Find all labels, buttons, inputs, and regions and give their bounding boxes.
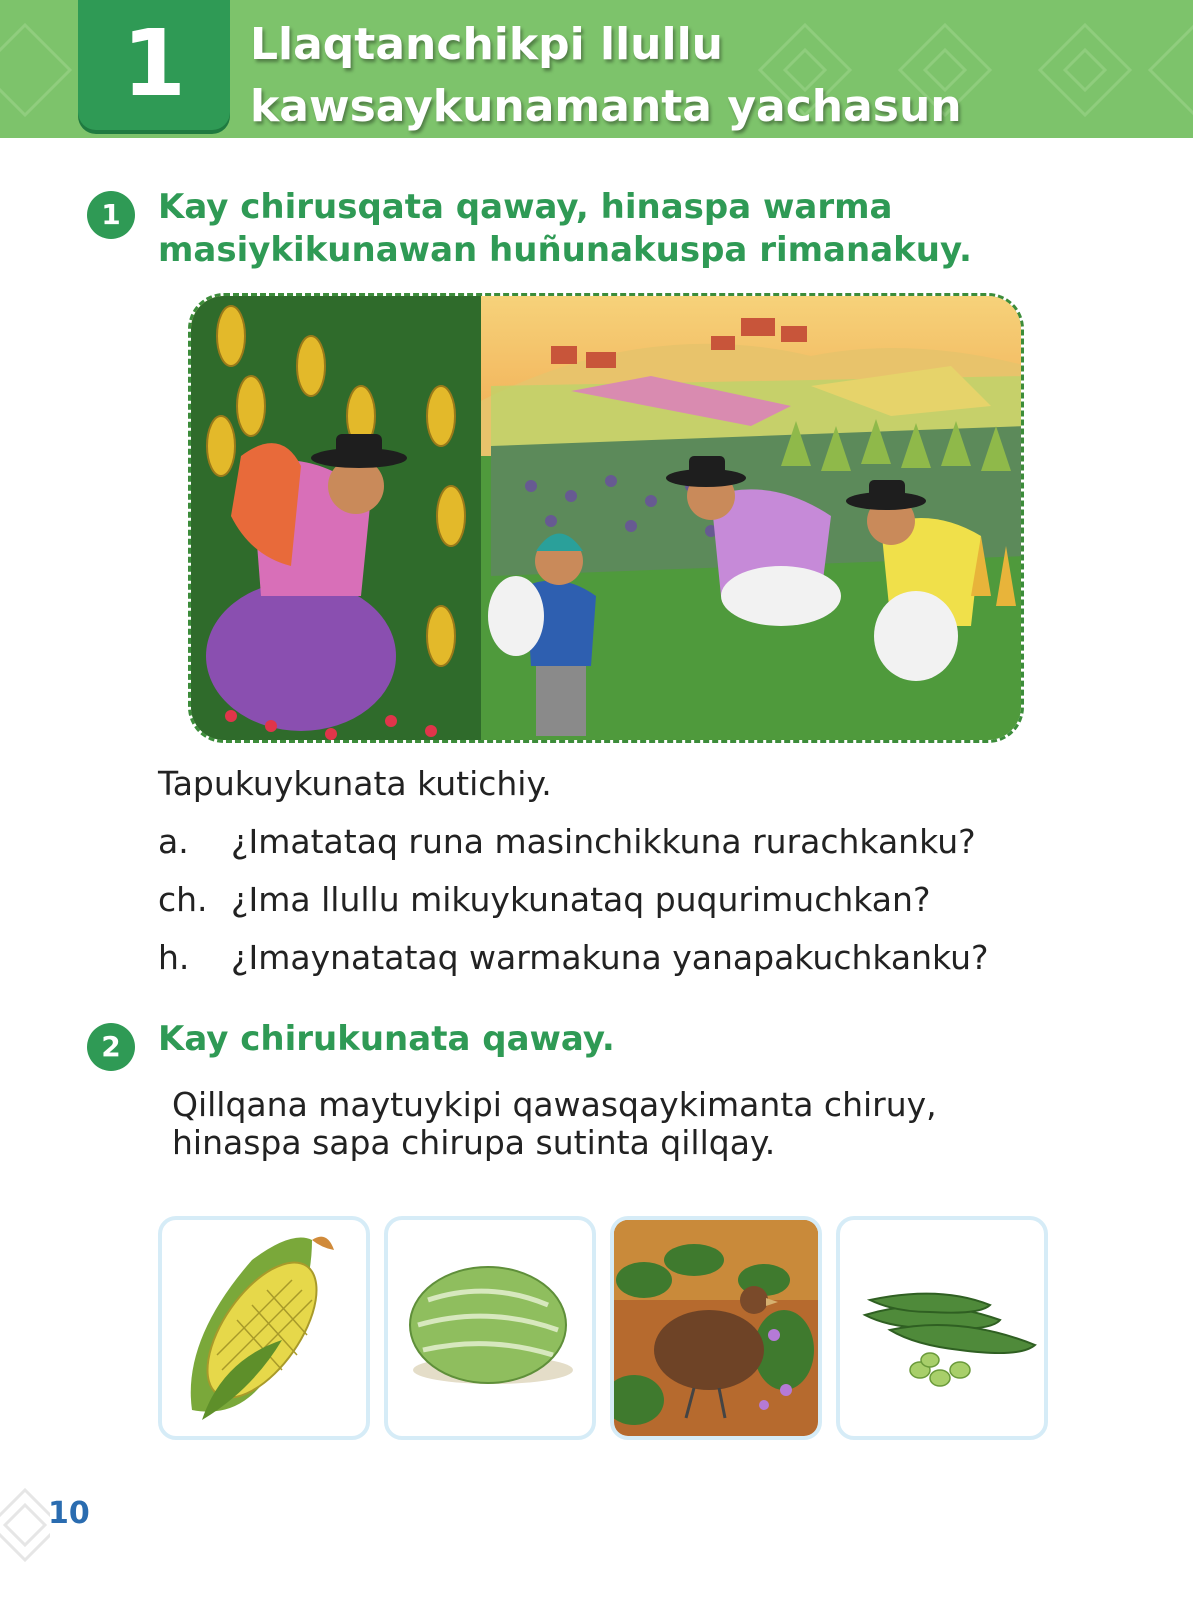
corn-icon <box>162 1220 366 1436</box>
question-ch-text: ¿Ima llullu mikuykunataq puqurimuchkan? <box>231 880 931 919</box>
harvest-scene-illustration <box>188 293 1024 743</box>
question-h-letter: h. <box>158 938 190 977</box>
picture-card-partridge <box>610 1216 822 1440</box>
questions-intro: Tapukuykunata kutichiy. <box>158 764 552 803</box>
section-2-number: 2 <box>87 1023 135 1071</box>
section-1-title-line1: Kay chirusqata qaway, hinaspa warma <box>158 187 893 227</box>
chapter-header <box>0 0 1193 138</box>
section-2-instruction-line1: Qillqana maytuykipi qawasqaykimanta chiruy, <box>172 1085 937 1124</box>
question-ch-letter: ch. <box>158 880 208 919</box>
chapter-title <box>250 14 1170 138</box>
section-1-title <box>158 186 1058 272</box>
harvest-scene-drawing <box>191 296 1024 743</box>
question-a-text: ¿Imatataq runa masinchikkuna rurachkanku? <box>231 822 976 861</box>
chapter-title-line2: kawsaykunamanta yachasun <box>250 81 962 132</box>
page-number: 10 <box>48 1496 90 1531</box>
section-2-instruction-line2: hinaspa sapa chirupa sutinta qillqay. <box>172 1123 776 1162</box>
corner-pattern <box>0 1470 50 1580</box>
picture-card-corn <box>158 1216 370 1440</box>
unit-number: 1 <box>121 10 186 117</box>
partridge-icon <box>614 1220 818 1436</box>
question-h-text: ¿Imaynatataq warmakuna yanapakuchkanku? <box>231 938 989 977</box>
unit-number-tab <box>78 0 230 130</box>
picture-card-melon <box>384 1216 596 1440</box>
section-2-title <box>158 1018 1058 1061</box>
broad-beans-icon <box>840 1220 1044 1436</box>
section-2-title-text: Kay chirukunata qaway. <box>158 1019 615 1059</box>
section-1-title-line2: masiykikunawan huñunakuspa rimanakuy. <box>158 230 972 270</box>
question-a-letter: a. <box>158 822 189 861</box>
melon-icon <box>388 1220 592 1436</box>
picture-card-broad-beans <box>836 1216 1048 1440</box>
section-2-instruction <box>172 1086 937 1162</box>
section-1-number: 1 <box>87 191 135 239</box>
chapter-title-line1: Llaqtanchikpi llullu <box>250 19 723 70</box>
